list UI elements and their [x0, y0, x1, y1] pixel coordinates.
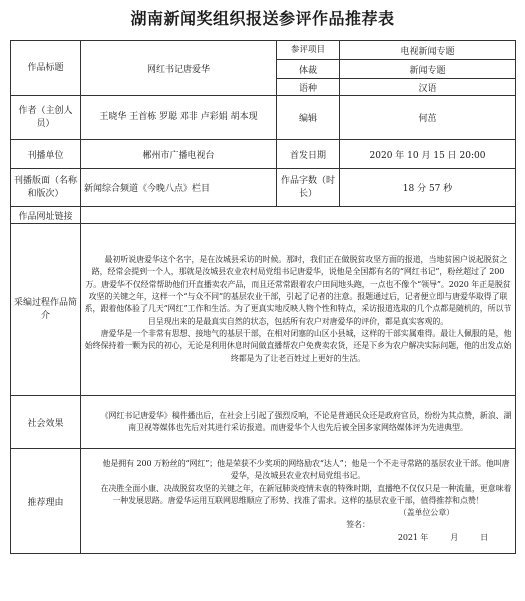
reason-paragraph: 他是拥有 200 万粉丝的“网红”；他是荣获不少奖项的网络励农“达人”；他是一个不走寻常路的基层农业干部。他叫唐爱华，是汝城县农业农村局党组书记。	[102, 458, 510, 481]
seal-note: （盖单位公章）	[398, 508, 455, 518]
unit-value: 郴州市广播电视台	[81, 140, 277, 169]
author-row	[11, 96, 516, 140]
layout-value: 新闻综合频道《今晚八点》栏目	[81, 169, 277, 207]
unit-row	[11, 140, 516, 169]
unit-label: 刊播单位	[11, 140, 81, 169]
author-label: 作者（主创人员）	[11, 96, 81, 140]
reason-label: 推荐理由	[11, 449, 81, 554]
language-label: 语种	[277, 79, 340, 96]
signature-label: 签名：	[346, 520, 370, 530]
genre-value: 新闻专题	[340, 60, 516, 79]
process-paragraph: 唐爱华是一个非常有思想、接地气的基层干部，在相对闭塞的山区小县城，这样的干部实属难得。最让人佩服的是，他始终保持着一颗为民的初心，无论是利用休息时间做直播帮农户免费卖农货，还是下乡为农户解决实际问题，他的出发点始终都是为了让老百姓过上更好的生活。	[84, 328, 512, 363]
reason-paragraph: 在决胜全面小康、决战脱贫攻坚的关键之年，在新冠肺炎疫情未袁的特殊时期，直播绝不仅仅只是一种流量，更意味着一种发展思路。唐爱华运用互联网思维顺应了形势、找准了需求。这样的基层农业干部，值得推荐和点赞！	[100, 483, 512, 505]
work-title-value: 网红书记唐爱华	[81, 41, 277, 96]
work-title-label: 作品标题	[11, 41, 81, 96]
process-row	[11, 224, 516, 396]
signature-line	[84, 519, 512, 531]
category-label: 参评项目	[277, 41, 340, 60]
category-value: 电视新闻专题	[340, 41, 516, 60]
editor-value: 何茁	[340, 96, 516, 140]
reason-row	[11, 449, 516, 554]
process-paragraph: 最初听说唐爱华这个名字，是在汝城县采访的时候。那时，我们正在做脱贫攻坚方面的报道，当地贫困户说起脱贫之路，经常会提到一个人，那就是汝城县农业农村局党组书记唐爱华，说他是全国都有名的“网红书记”，粉丝超过了 200 万。唐爱华不仅经常帮助他们开直播卖农产品，而且还常常跟着农户田间地头跑，一点也不像个“领导”。2020 年正是脱贫攻坚的关键之年，这样一个“与众不同”的基层农业干部，引起了记者的注意。报题通过后，记者便立即与唐爱华取得了联系，跟着他体验了几天“网红”工作和生活。为了更真实地反映人物个性和特点，采访报道选取的几个点都是随机的，所以节目呈现出来的是最真实自然的状态，包括所有农户对唐爱华的评价，都是真实客观的。	[84, 255, 512, 326]
effect-row	[11, 396, 516, 449]
signature-date	[84, 532, 512, 544]
process-label: 采编过程作品简介	[11, 224, 81, 396]
editor-label: 编辑	[277, 96, 340, 140]
length-label: 作品字数（时长）	[277, 169, 340, 207]
recommendation-form-table	[10, 40, 516, 554]
genre-label: 体裁	[277, 60, 340, 79]
date-month: 月	[450, 532, 459, 542]
effect-text	[81, 396, 516, 449]
layout-label: 刊播版面（名称和版次）	[11, 169, 81, 207]
process-text	[81, 224, 516, 396]
page-title: 湖南新闻奖组织报送参评作品推荐表	[130, 9, 395, 28]
date-year: 2021 年	[397, 532, 429, 542]
language-value: 汉语	[340, 79, 516, 96]
date-label: 首发日期	[277, 140, 340, 169]
author-value: 王晓华 王首栋 罗聪 邓非 卢彩娟 胡本现	[81, 96, 277, 140]
reason-text	[81, 449, 516, 554]
effect-paragraph: 《网红书记唐爱华》稿件播出后，在社会上引起了强烈反响，不论是普通民众还是政府官员，纷纷为其点赞，新浪、湖南卫视等媒体也先后对其进行采访报道。而唐爱华个人也先后被全国多家网络媒体评为先进典型。	[100, 410, 512, 432]
effect-label: 社会效果	[11, 396, 81, 449]
date-value: 2020 年 10 月 15 日 20:00	[340, 140, 516, 169]
link-row	[11, 207, 516, 224]
link-value	[81, 207, 516, 224]
date-day: 日	[480, 532, 489, 542]
layout-row	[11, 169, 516, 207]
length-value: 18 分 57 秒	[340, 169, 516, 207]
link-label: 作品网址链接	[11, 207, 81, 224]
category-row	[11, 41, 516, 60]
